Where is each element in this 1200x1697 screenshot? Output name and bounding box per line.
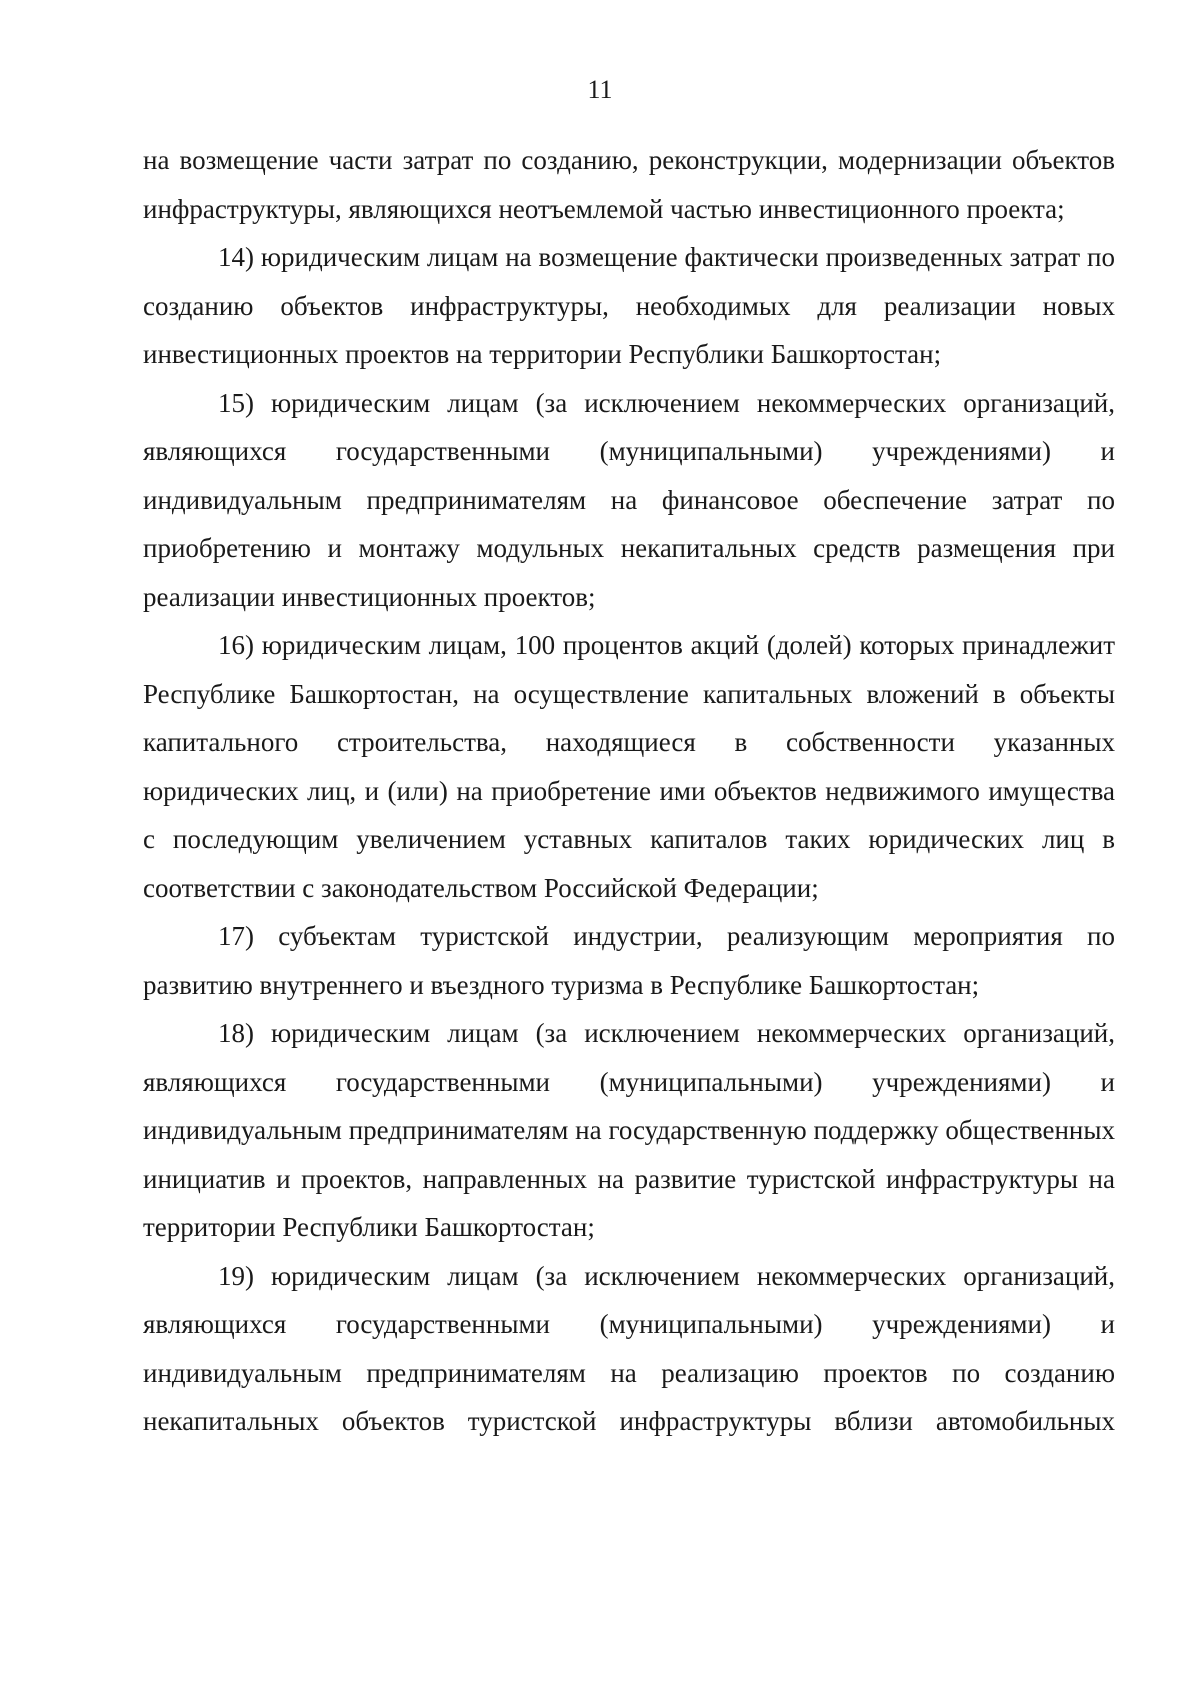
paragraph-item-14: 14) юридическим лицам на возмещение фактически произведенных затрат по созданию объектов инфраструктуры, необходимых для реализации новых инвестиционных проектов на территории Республики Башкортостан;	[143, 242, 1115, 369]
paragraph-item-19: 19) юридическим лицам (за исключением некоммерческих организаций, являющихся государственными (муниципальными) учреждениями) и индивидуальным предпринимателям на реализацию проектов по созданию некапитальных объектов туристской инфраструктуры вблизи автомобильных	[143, 1260, 1115, 1436]
document-body	[143, 136, 1115, 1446]
paragraph-item-16: 16) юридическим лицам, 100 процентов акций (долей) которых принадлежит Республике Башкортостан, на осуществление капитальных вложений в объекты капитального строительства, находящиеся в собственности указанных юридических лиц, и (или) на приобретение ими объектов недвижимого имущества с последующим увеличением уставных капиталов таких юридических лиц в соответствии с законодательством Российской Федерации;	[143, 630, 1115, 903]
paragraph-item-17: 17) субъектам туристской индустрии, реализующим мероприятия по развитию внутреннего и въездного туризма в Республике Башкортостан;	[143, 921, 1115, 1000]
paragraph-continuation: на возмещение части затрат по созданию, реконструкции, модернизации объектов инфраструктуры, являющихся неотъемлемой частью инвестиционного проекта;	[143, 145, 1115, 224]
paragraph-item-15: 15) юридическим лицам (за исключением некоммерческих организаций, являющихся государственными (муниципальными) учреждениями) и индивидуальным предпринимателям на финансовое обеспечение затрат по приобретению и монтажу модульных некапитальных средств размещения при реализации инвестиционных проектов;	[143, 387, 1115, 612]
paragraph-item-18: 18) юридическим лицам (за исключением некоммерческих организаций, являющихся государственными (муниципальными) учреждениями) и индивидуальным предпринимателям на государственную поддержку общественных инициатив и проектов, направленных на развитие туристской инфраструктуры на территории Республики Башкортостан;	[143, 1018, 1115, 1242]
page-number: 11	[587, 75, 613, 104]
